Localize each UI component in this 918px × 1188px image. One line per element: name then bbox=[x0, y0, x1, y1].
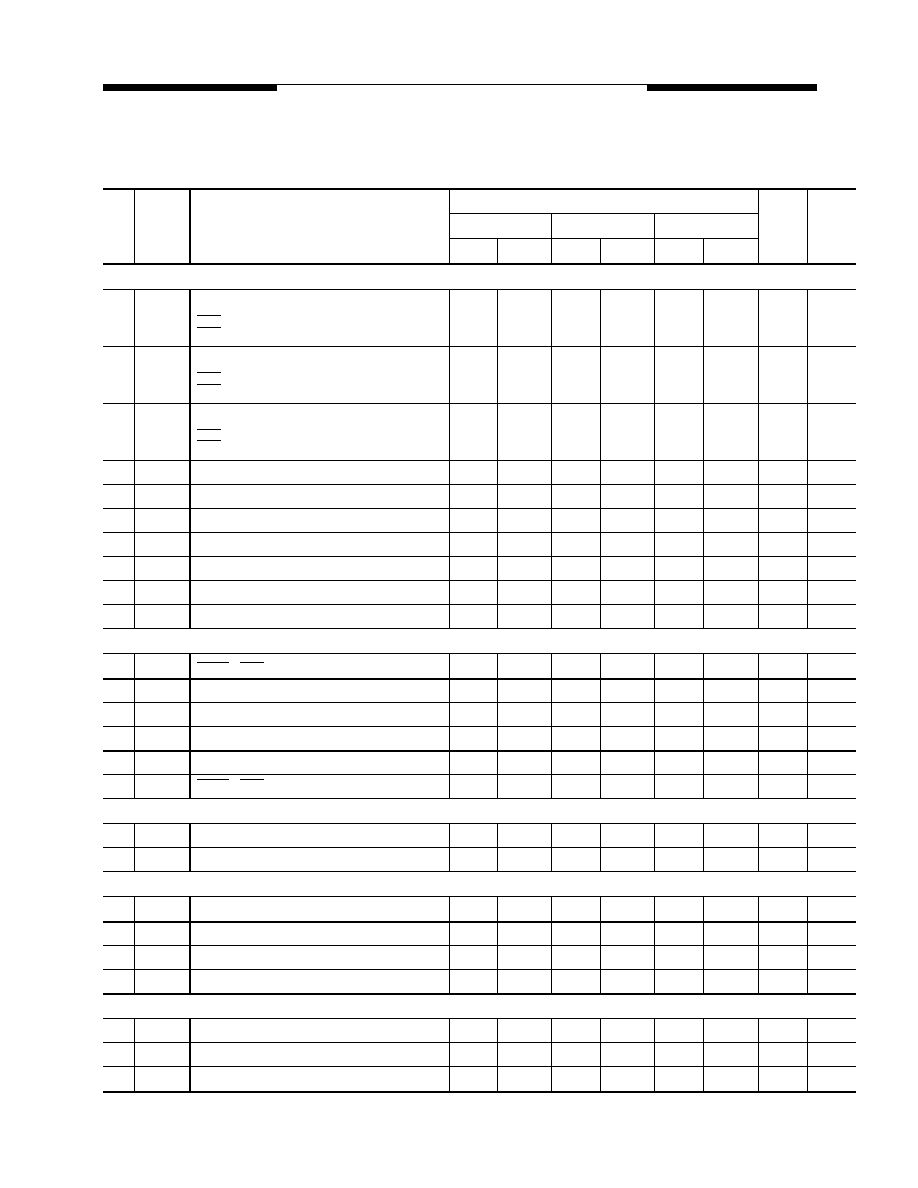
row-vline-1-3 bbox=[497, 460, 498, 628]
header-rule bbox=[103, 84, 817, 92]
row-vline-5-9 bbox=[807, 1018, 808, 1091]
header-vline-g3 bbox=[758, 188, 759, 263]
header-rule-thin-center bbox=[277, 84, 647, 85]
overbar-mark-1 bbox=[197, 327, 221, 328]
section-rule-2 bbox=[103, 798, 856, 799]
row-vline-3-7 bbox=[703, 823, 704, 871]
row-vline-0-4 bbox=[551, 289, 552, 460]
row-vline-5-7 bbox=[703, 1018, 704, 1091]
row-rule-2-0 bbox=[103, 653, 856, 654]
row-rule-2-3 bbox=[103, 726, 856, 727]
row-vline-4-8 bbox=[758, 896, 759, 993]
row-vline-5-4 bbox=[551, 1018, 552, 1091]
section-rule-4 bbox=[103, 993, 856, 994]
overbar-mark-6 bbox=[197, 662, 229, 663]
row-vline-2-2 bbox=[449, 653, 450, 798]
row-rule-3-0 bbox=[103, 823, 856, 824]
row-vline-4-6 bbox=[654, 896, 655, 993]
row-vline-1-5 bbox=[600, 460, 601, 628]
row-vline-2-4 bbox=[551, 653, 552, 798]
row-vline-3-6 bbox=[654, 823, 655, 871]
header-vline-c3 bbox=[449, 188, 450, 263]
row-vline-0-6 bbox=[654, 289, 655, 460]
overbar-mark-7 bbox=[240, 662, 264, 663]
row-vline-0-0 bbox=[134, 289, 135, 460]
row-vline-1-1 bbox=[189, 460, 191, 628]
row-rule-5-2 bbox=[103, 1066, 856, 1067]
row-rule-5-0 bbox=[103, 1018, 856, 1019]
row-rule-1-3 bbox=[103, 532, 856, 533]
row-rule-4-2 bbox=[103, 945, 856, 946]
row-rule-4-0 bbox=[103, 896, 856, 897]
group-span-rule bbox=[449, 213, 758, 214]
overbar-mark-3 bbox=[197, 384, 221, 385]
header-vline-sub-1 bbox=[600, 238, 601, 263]
row-vline-3-3 bbox=[497, 823, 498, 871]
row-rule-0-1 bbox=[103, 346, 856, 347]
row-vline-3-4 bbox=[551, 823, 552, 871]
header-vline-g2 bbox=[654, 213, 655, 263]
header-vline-c4 bbox=[807, 188, 808, 263]
overbar-mark-4 bbox=[197, 429, 221, 430]
header-vline-sub-2 bbox=[703, 238, 704, 263]
row-vline-4-5 bbox=[600, 896, 601, 993]
row-vline-4-2 bbox=[449, 896, 450, 993]
row-rule-2-4 bbox=[103, 750, 856, 752]
row-vline-5-3 bbox=[497, 1018, 498, 1091]
row-vline-2-1 bbox=[189, 653, 191, 798]
spec-table bbox=[103, 188, 856, 1092]
row-vline-4-1 bbox=[189, 896, 191, 993]
row-rule-0-2 bbox=[103, 403, 856, 404]
row-vline-4-3 bbox=[497, 896, 498, 993]
header-rule-thick-left bbox=[103, 84, 277, 91]
row-vline-0-9 bbox=[807, 289, 808, 460]
header-vline-c2 bbox=[189, 188, 191, 263]
row-vline-2-8 bbox=[758, 653, 759, 798]
row-rule-4-1 bbox=[103, 921, 856, 923]
section-rule-0 bbox=[103, 263, 856, 264]
row-vline-0-3 bbox=[497, 289, 498, 460]
row-vline-1-9 bbox=[807, 460, 808, 628]
row-vline-3-8 bbox=[758, 823, 759, 871]
overbar-mark-5 bbox=[197, 440, 221, 441]
row-vline-0-1 bbox=[189, 289, 191, 460]
subcol-rule bbox=[449, 238, 758, 239]
row-rule-5-3 bbox=[103, 1091, 856, 1093]
row-vline-3-9 bbox=[807, 823, 808, 871]
row-vline-5-2 bbox=[449, 1018, 450, 1091]
overbar-mark-9 bbox=[240, 779, 264, 780]
header-vline-sub-0 bbox=[497, 238, 498, 263]
row-rule-1-4 bbox=[103, 556, 856, 557]
row-vline-4-7 bbox=[703, 896, 704, 993]
row-vline-2-3 bbox=[497, 653, 498, 798]
row-vline-5-6 bbox=[654, 1018, 655, 1091]
row-rule-1-1 bbox=[103, 484, 856, 485]
row-vline-0-2 bbox=[449, 289, 450, 460]
row-vline-5-0 bbox=[134, 1018, 135, 1091]
row-vline-0-8 bbox=[758, 289, 759, 460]
header-vline-g1 bbox=[551, 213, 552, 263]
table-top-rule bbox=[103, 188, 856, 190]
overbar-mark-2 bbox=[197, 372, 221, 373]
row-vline-1-0 bbox=[134, 460, 135, 628]
row-vline-2-7 bbox=[703, 653, 704, 798]
row-rule-1-0 bbox=[103, 460, 856, 461]
row-vline-1-8 bbox=[758, 460, 759, 628]
row-rule-2-5 bbox=[103, 774, 856, 775]
row-vline-4-4 bbox=[551, 896, 552, 993]
row-rule-5-1 bbox=[103, 1042, 856, 1043]
row-vline-3-5 bbox=[600, 823, 601, 871]
row-vline-0-7 bbox=[703, 289, 704, 460]
row-vline-5-8 bbox=[758, 1018, 759, 1091]
row-vline-5-1 bbox=[189, 1018, 191, 1091]
row-vline-0-5 bbox=[600, 289, 601, 460]
row-rule-0-0 bbox=[103, 289, 856, 290]
row-rule-1-6 bbox=[103, 604, 856, 605]
row-rule-3-1 bbox=[103, 847, 856, 848]
overbar-mark-8 bbox=[197, 779, 229, 780]
header-rule-thick-right bbox=[647, 84, 817, 91]
row-vline-1-2 bbox=[449, 460, 450, 628]
row-vline-4-9 bbox=[807, 896, 808, 993]
row-vline-3-2 bbox=[449, 823, 450, 871]
row-vline-1-6 bbox=[654, 460, 655, 628]
row-vline-2-5 bbox=[600, 653, 601, 798]
row-rule-1-2 bbox=[103, 508, 856, 509]
row-vline-1-7 bbox=[703, 460, 704, 628]
row-vline-2-6 bbox=[654, 653, 655, 798]
row-vline-3-1 bbox=[189, 823, 191, 871]
section-rule-1 bbox=[103, 628, 856, 629]
row-rule-2-1 bbox=[103, 678, 856, 680]
row-vline-1-4 bbox=[551, 460, 552, 628]
header-vline-c1 bbox=[134, 188, 135, 263]
row-vline-3-0 bbox=[134, 823, 135, 871]
row-vline-5-5 bbox=[600, 1018, 601, 1091]
row-rule-1-5 bbox=[103, 580, 856, 581]
row-vline-2-9 bbox=[807, 653, 808, 798]
row-vline-2-0 bbox=[134, 653, 135, 798]
overbar-mark-0 bbox=[197, 315, 221, 316]
row-vline-4-0 bbox=[134, 896, 135, 993]
section-rule-3 bbox=[103, 871, 856, 872]
row-rule-2-2 bbox=[103, 702, 856, 703]
row-rule-4-3 bbox=[103, 969, 856, 970]
